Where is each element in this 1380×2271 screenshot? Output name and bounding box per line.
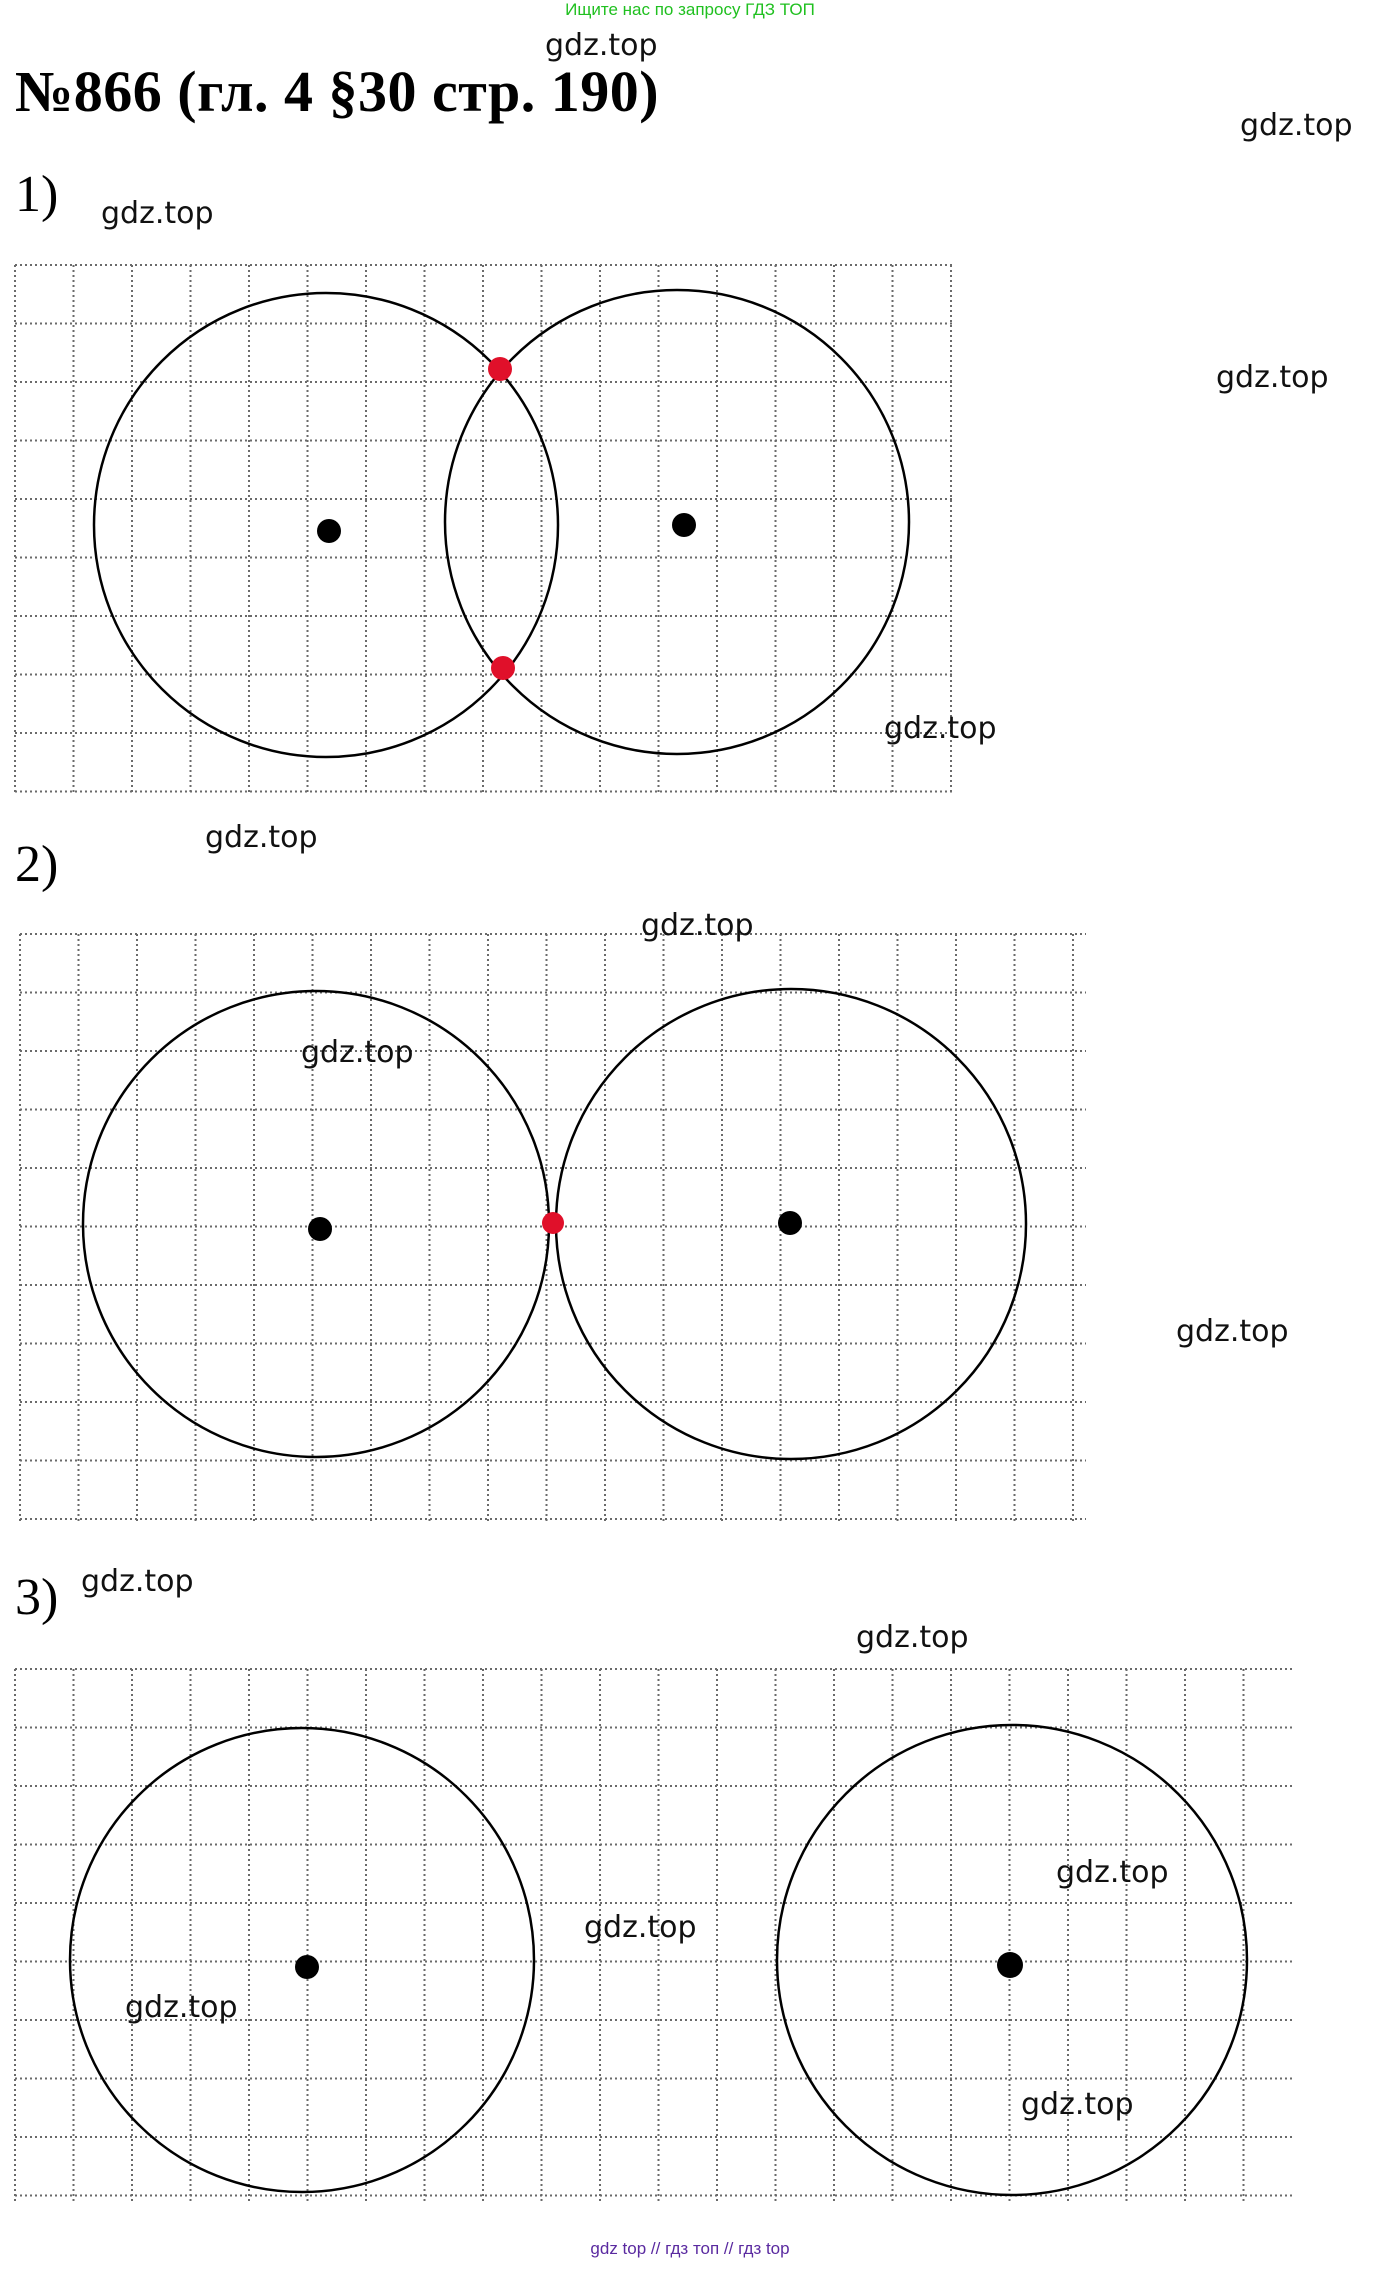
- watermark: gdz.top: [884, 711, 997, 746]
- watermark: gdz.top: [1216, 360, 1329, 395]
- grid-1: [15, 265, 955, 795]
- watermark: gdz.top: [125, 1990, 238, 2025]
- top-banner[interactable]: Ищите нас по запросу ГДЗ ТОП: [565, 0, 815, 19]
- center-point-1-left: [317, 519, 341, 543]
- watermark: gdz.top: [641, 908, 754, 943]
- watermark: gdz.top: [584, 1910, 697, 1945]
- watermark: gdz.top: [1056, 1855, 1169, 1890]
- page-title: №866 (гл. 4 §30 стр. 190): [15, 59, 660, 124]
- watermark: gdz.top: [81, 1564, 194, 1599]
- part-label-3: 3): [15, 1569, 59, 1626]
- center-point-1-right: [672, 513, 696, 537]
- figure-2: [20, 934, 1086, 1524]
- watermark: gdz.top: [205, 820, 318, 855]
- intersection-point-1-bottom: [491, 656, 515, 680]
- center-point-2-left: [308, 1217, 332, 1241]
- center-point-3-right: [997, 1952, 1023, 1978]
- part-label-1: 1): [15, 166, 59, 223]
- figure-1: [15, 265, 955, 795]
- intersection-point-1-top: [488, 357, 512, 381]
- tangent-point-2: [542, 1212, 564, 1234]
- watermark: gdz.top: [301, 1035, 414, 1070]
- part-label-2: 2): [15, 836, 59, 893]
- watermark: gdz.top: [1176, 1314, 1289, 1349]
- watermark: gdz.top: [101, 196, 214, 231]
- watermark: gdz.top: [545, 28, 658, 63]
- watermark: gdz.top: [1021, 2087, 1134, 2122]
- watermark: gdz.top: [856, 1620, 969, 1655]
- footer[interactable]: gdz top // гдз топ // гдз top: [590, 2239, 790, 2258]
- watermark: gdz.top: [1240, 108, 1353, 143]
- center-point-2-right: [778, 1211, 802, 1235]
- center-point-3-left: [295, 1955, 319, 1979]
